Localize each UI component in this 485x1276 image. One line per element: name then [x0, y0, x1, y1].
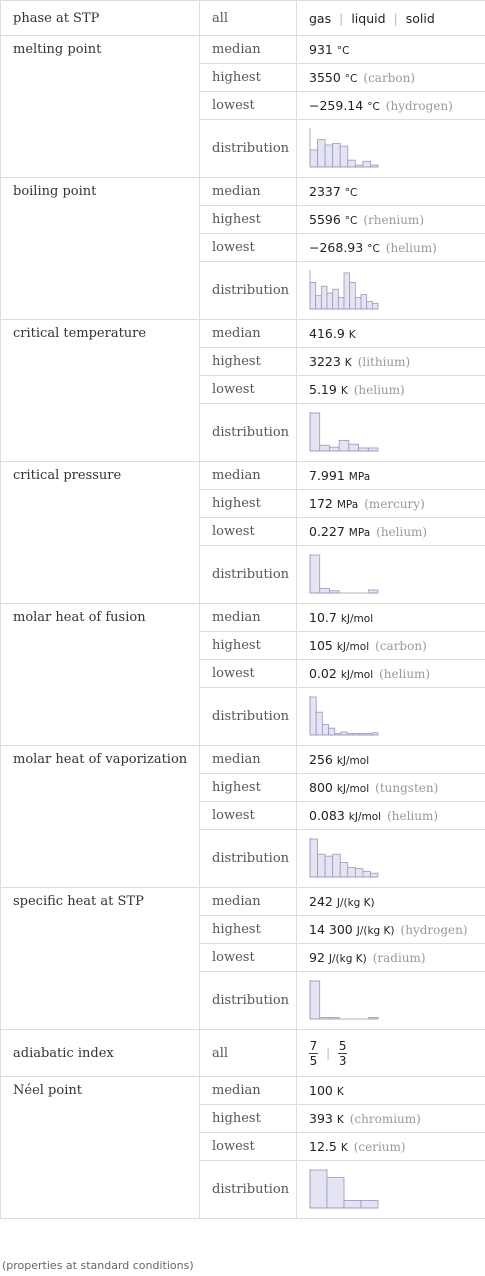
lowest-label: lowest [200, 944, 297, 972]
median-row [1, 1077, 485, 1105]
histogram-bar [310, 282, 316, 309]
highest-label: highest [200, 490, 297, 518]
distribution-histogram [309, 270, 381, 312]
highest-label: highest [200, 774, 297, 802]
fraction-five-thirds [338, 1039, 347, 1068]
histogram-bar [327, 293, 333, 309]
distribution-histogram [309, 1169, 381, 1211]
histogram-bar [320, 445, 330, 451]
value-note: (rhenium) [363, 213, 424, 227]
histogram-bar [361, 1200, 378, 1208]
median-value [297, 888, 485, 916]
lowest-label: lowest [200, 376, 297, 404]
header-row [1, 1, 485, 36]
denominator: 3 [338, 1053, 347, 1068]
histogram-bar [310, 981, 320, 1019]
histogram-bar [367, 301, 373, 309]
value-note: (hydrogen) [385, 99, 453, 113]
distribution-histogram [309, 554, 381, 596]
highest-value [297, 774, 485, 802]
histogram-bar [348, 867, 356, 877]
lowest-label: lowest [200, 802, 297, 830]
value-number: 14 300 [309, 922, 353, 937]
histogram-bar [327, 1177, 344, 1207]
value-unit: J/(kg K) [328, 953, 367, 965]
distribution-histogram [309, 128, 381, 170]
distribution-histogram [309, 412, 381, 454]
histogram-bar [329, 447, 339, 451]
value-unit: kJ/mol [348, 811, 382, 823]
lowest-value [297, 802, 485, 830]
distribution-label: distribution [200, 830, 297, 888]
highest-value [297, 632, 485, 660]
highest-label: highest [200, 916, 297, 944]
histogram-bar [310, 839, 318, 877]
lowest-label: lowest [200, 234, 297, 262]
value-unit: K [340, 1142, 348, 1154]
median-label: median [200, 462, 297, 490]
histogram-bar [340, 862, 348, 876]
lowest-value [297, 234, 485, 262]
value-unit: °C [367, 243, 380, 255]
median-value [297, 746, 485, 774]
histogram-bar [370, 873, 378, 877]
phase-list [297, 1, 485, 36]
numerator: 7 [309, 1038, 318, 1053]
histogram-bar [333, 854, 341, 877]
lowest-value [297, 518, 485, 546]
value-unit: °C [336, 45, 350, 57]
median-label: median [200, 888, 297, 916]
median-row [1, 462, 485, 490]
value-number: 393 [309, 1111, 333, 1126]
value-note: (helium) [379, 667, 431, 681]
distribution-label: distribution [200, 972, 297, 1030]
histogram-bar [372, 303, 378, 309]
histogram-bar [333, 143, 341, 167]
median-label: median [200, 178, 297, 206]
distribution-label: distribution [200, 1161, 297, 1219]
value-note: (helium) [353, 383, 405, 397]
value-unit: kJ/mol [336, 755, 370, 767]
highest-label: highest [200, 1105, 297, 1133]
scope-label: all [200, 1030, 297, 1077]
highest-value [297, 64, 485, 92]
value-unit: J/(kg K) [336, 897, 375, 909]
distribution-label: distribution [200, 546, 297, 604]
histogram-bar [344, 1200, 361, 1208]
distribution-histogram [309, 980, 381, 1022]
value-unit: °C [344, 73, 358, 85]
value-number: 172 [309, 496, 333, 511]
value-unit: K [344, 357, 352, 369]
value-number: −259.14 [309, 98, 364, 113]
highest-value [297, 1105, 485, 1133]
median-label: median [200, 604, 297, 632]
median-row [1, 746, 485, 774]
value-number: 10.7 [309, 610, 337, 625]
value-unit: °C [344, 187, 358, 199]
histogram-bar [338, 297, 344, 308]
value-note: (tungsten) [375, 781, 439, 795]
property-name: critical pressure [1, 462, 200, 604]
header-label: phase at STP [1, 1, 200, 36]
melting-group [1, 36, 485, 178]
distribution-cell [297, 546, 485, 604]
distribution-label: distribution [200, 262, 297, 320]
histogram-bar [329, 728, 335, 735]
value-number: 100 [309, 1083, 333, 1098]
lowest-value [297, 660, 485, 688]
median-row [1, 888, 485, 916]
value-number: 7.991 [309, 468, 345, 483]
phase-liquid: liquid [351, 10, 386, 26]
footer-note: (properties at standard conditions) [2, 1259, 194, 1272]
value-unit: °C [367, 101, 380, 113]
highest-value [297, 490, 485, 518]
histogram-bar [348, 160, 356, 167]
histogram-bar [341, 731, 347, 734]
median-value [297, 462, 485, 490]
highest-value [297, 206, 485, 234]
value-unit: kJ/mol [340, 669, 374, 681]
histogram-bar [363, 871, 371, 877]
median-label: median [200, 36, 297, 64]
median-value [297, 1077, 485, 1105]
histogram-bar [310, 149, 318, 166]
phase-gas: gas [309, 10, 332, 26]
value-unit: MPa [348, 471, 371, 483]
histogram-bar [349, 444, 359, 451]
histogram-bar [359, 447, 369, 450]
neel-group [1, 1077, 485, 1219]
histogram-bar [344, 272, 350, 308]
highest-label: highest [200, 64, 297, 92]
histogram-bar [368, 589, 378, 592]
fraction-separator: | [326, 1044, 331, 1060]
distribution-label: distribution [200, 688, 297, 746]
histogram-bar [361, 294, 367, 308]
property-name: specific heat at STP [1, 888, 200, 1030]
histogram-bar [340, 146, 348, 167]
median-row [1, 604, 485, 632]
histogram-bar [325, 144, 333, 166]
highest-label: highest [200, 348, 297, 376]
median-value [297, 604, 485, 632]
histogram-bar [339, 440, 349, 451]
histogram-bar [318, 139, 326, 166]
value-unit: K [348, 329, 356, 341]
histogram-bar [325, 856, 333, 877]
median-label: median [200, 746, 297, 774]
value-note: (helium) [385, 241, 437, 255]
highest-value [297, 348, 485, 376]
value-number: 2337 [309, 184, 341, 199]
value-unit: K [340, 385, 348, 397]
median-label: median [200, 320, 297, 348]
distribution-histogram [309, 838, 381, 880]
property-name: molar heat of vaporization [1, 746, 200, 888]
property-name: adiabatic index [1, 1030, 200, 1077]
lowest-value [297, 1133, 485, 1161]
value-number: 105 [309, 638, 333, 653]
value-unit: kJ/mol [336, 641, 370, 653]
phase-separator: | [339, 10, 344, 26]
value-note: (cerium) [353, 1140, 406, 1154]
lowest-label: lowest [200, 1133, 297, 1161]
specheat-group [1, 888, 485, 1030]
value-number: 92 [309, 950, 325, 965]
value-note: (helium) [376, 525, 428, 539]
histogram-bar [322, 724, 328, 735]
value-number: −268.93 [309, 240, 364, 255]
value-note: (mercury) [364, 497, 425, 511]
adiabatic-values [297, 1030, 485, 1077]
value-unit: J/(kg K) [356, 925, 395, 937]
histogram-bar [355, 297, 361, 308]
value-number: 0.02 [309, 666, 337, 681]
lowest-value [297, 376, 485, 404]
lowest-label: lowest [200, 92, 297, 120]
histogram-bar [310, 697, 316, 735]
header-scope: all [200, 1, 297, 36]
median-label: median [200, 1077, 297, 1105]
histogram-bar [316, 712, 322, 735]
value-note: (hydrogen) [400, 923, 468, 937]
histogram-bar [310, 413, 320, 451]
median-row [1, 320, 485, 348]
value-number: 5596 [309, 212, 341, 227]
distribution-label: distribution [200, 404, 297, 462]
value-unit: °C [344, 215, 358, 227]
highest-value [297, 916, 485, 944]
histogram-bar [310, 1170, 327, 1208]
histogram-bar [355, 868, 363, 876]
distribution-cell [297, 120, 485, 178]
value-number: 3550 [309, 70, 341, 85]
distribution-cell [297, 972, 485, 1030]
value-number: 12.5 [309, 1139, 337, 1154]
vapor-group [1, 746, 485, 888]
lowest-label: lowest [200, 660, 297, 688]
boiling-group [1, 178, 485, 320]
distribution-cell [297, 404, 485, 462]
value-note: (lithium) [357, 355, 411, 369]
value-number: 800 [309, 780, 333, 795]
histogram-bar [321, 286, 327, 309]
value-note: (helium) [387, 809, 439, 823]
histogram-bar [333, 289, 339, 309]
value-note: (carbon) [375, 639, 427, 653]
value-unit: kJ/mol [336, 783, 370, 795]
value-number: 416.9 [309, 326, 345, 341]
fusion-group [1, 604, 485, 746]
histogram-bar [310, 555, 320, 593]
property-name: melting point [1, 36, 200, 178]
value-unit: kJ/mol [340, 613, 374, 625]
median-value [297, 320, 485, 348]
value-unit: MPa [336, 499, 359, 511]
value-note: (carbon) [363, 71, 415, 85]
phase-solid: solid [405, 10, 435, 26]
lowest-value [297, 944, 485, 972]
phase-separator: | [393, 10, 398, 26]
value-number: 242 [309, 894, 333, 909]
value-note: (chromium) [349, 1112, 421, 1126]
highest-label: highest [200, 206, 297, 234]
crittemp-group [1, 320, 485, 462]
histogram-bar [368, 447, 378, 450]
lowest-label: lowest [200, 518, 297, 546]
distribution-cell [297, 688, 485, 746]
value-unit: K [336, 1086, 344, 1098]
value-number: 5.19 [309, 382, 337, 397]
property-name: Néel point [1, 1077, 200, 1219]
median-value [297, 36, 485, 64]
adiabatic-row [1, 1030, 485, 1077]
histogram-bar [363, 161, 371, 167]
distribution-cell [297, 830, 485, 888]
distribution-cell [297, 1161, 485, 1219]
value-unit: K [336, 1114, 344, 1126]
distribution-histogram [309, 696, 381, 738]
value-number: 931 [309, 42, 333, 57]
fraction-seven-fifths [309, 1039, 318, 1068]
histogram-bar [320, 588, 330, 593]
lowest-value [297, 92, 485, 120]
distribution-label: distribution [200, 120, 297, 178]
value-number: 0.083 [309, 808, 345, 823]
value-number: 0.227 [309, 524, 345, 539]
property-name: boiling point [1, 178, 200, 320]
value-number: 3223 [309, 354, 341, 369]
median-value [297, 178, 485, 206]
denominator: 5 [309, 1053, 318, 1068]
distribution-cell [297, 262, 485, 320]
value-note: (radium) [372, 951, 426, 965]
histogram-bar [318, 854, 326, 877]
property-name: critical temperature [1, 320, 200, 462]
property-name: molar heat of fusion [1, 604, 200, 746]
critpress-group [1, 462, 485, 604]
histogram-bar [316, 295, 322, 308]
median-row [1, 36, 485, 64]
histogram-bar [350, 282, 356, 309]
median-row [1, 178, 485, 206]
value-number: 256 [309, 752, 333, 767]
value-unit: MPa [348, 527, 371, 539]
highest-label: highest [200, 632, 297, 660]
numerator: 5 [338, 1038, 347, 1053]
